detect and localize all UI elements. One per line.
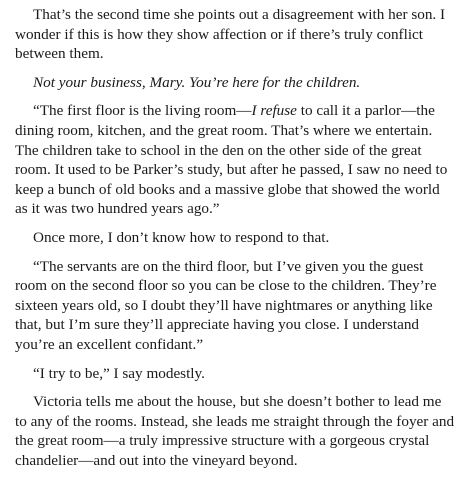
paragraph	[15, 364, 455, 384]
text-span: Once more, I don’t know how to respond to that.	[33, 228, 330, 246]
paragraph	[15, 5, 455, 64]
text-span: That’s the second time she points out a disagreement with her son. I wonder if this is how they show affection or if there’s truly conflict between them.	[15, 6, 446, 63]
text-span: Victoria tells me about the house, but she doesn’t bother to lead me to any of the rooms. Instead, she leads me straight through the foyer and the great room—a truly impressive structure with a gorgeous crystal chandelier—and out into the vineyard beyond.	[15, 393, 455, 469]
text-span: to call it a parlor—the dining room, kitchen, and the great room. That’s where we entertain. The children take to school in the den on the other side of the great room. It used to be Parker’s study, but after he passed, I saw no need to keep a bunch of old books and a massive globe that showed the world as it was two hundred years ago.”	[15, 102, 448, 218]
document-page	[15, 5, 455, 479]
italic-text-span: Not your business, Mary. You’re here for the children.	[33, 73, 361, 91]
text-span: “The servants are on the third floor, but I’ve given you the guest room on the second floor so you can be close to the children. They’re sixteen years old, so I doubt they’ll have nightmares or anything like that, but I’m sure they’ll appreciate having you close. I understand you’re an excellent confidant.”	[15, 257, 437, 353]
italic-text-span: I refuse	[251, 102, 297, 120]
paragraph-italic-thought	[15, 73, 455, 93]
paragraph	[15, 257, 455, 355]
text-span: “The first floor is the living room—	[33, 102, 252, 120]
paragraph	[15, 101, 455, 219]
paragraph	[15, 228, 455, 248]
paragraph	[15, 392, 455, 470]
text-span: “I try to be,” I say modestly.	[33, 364, 205, 382]
